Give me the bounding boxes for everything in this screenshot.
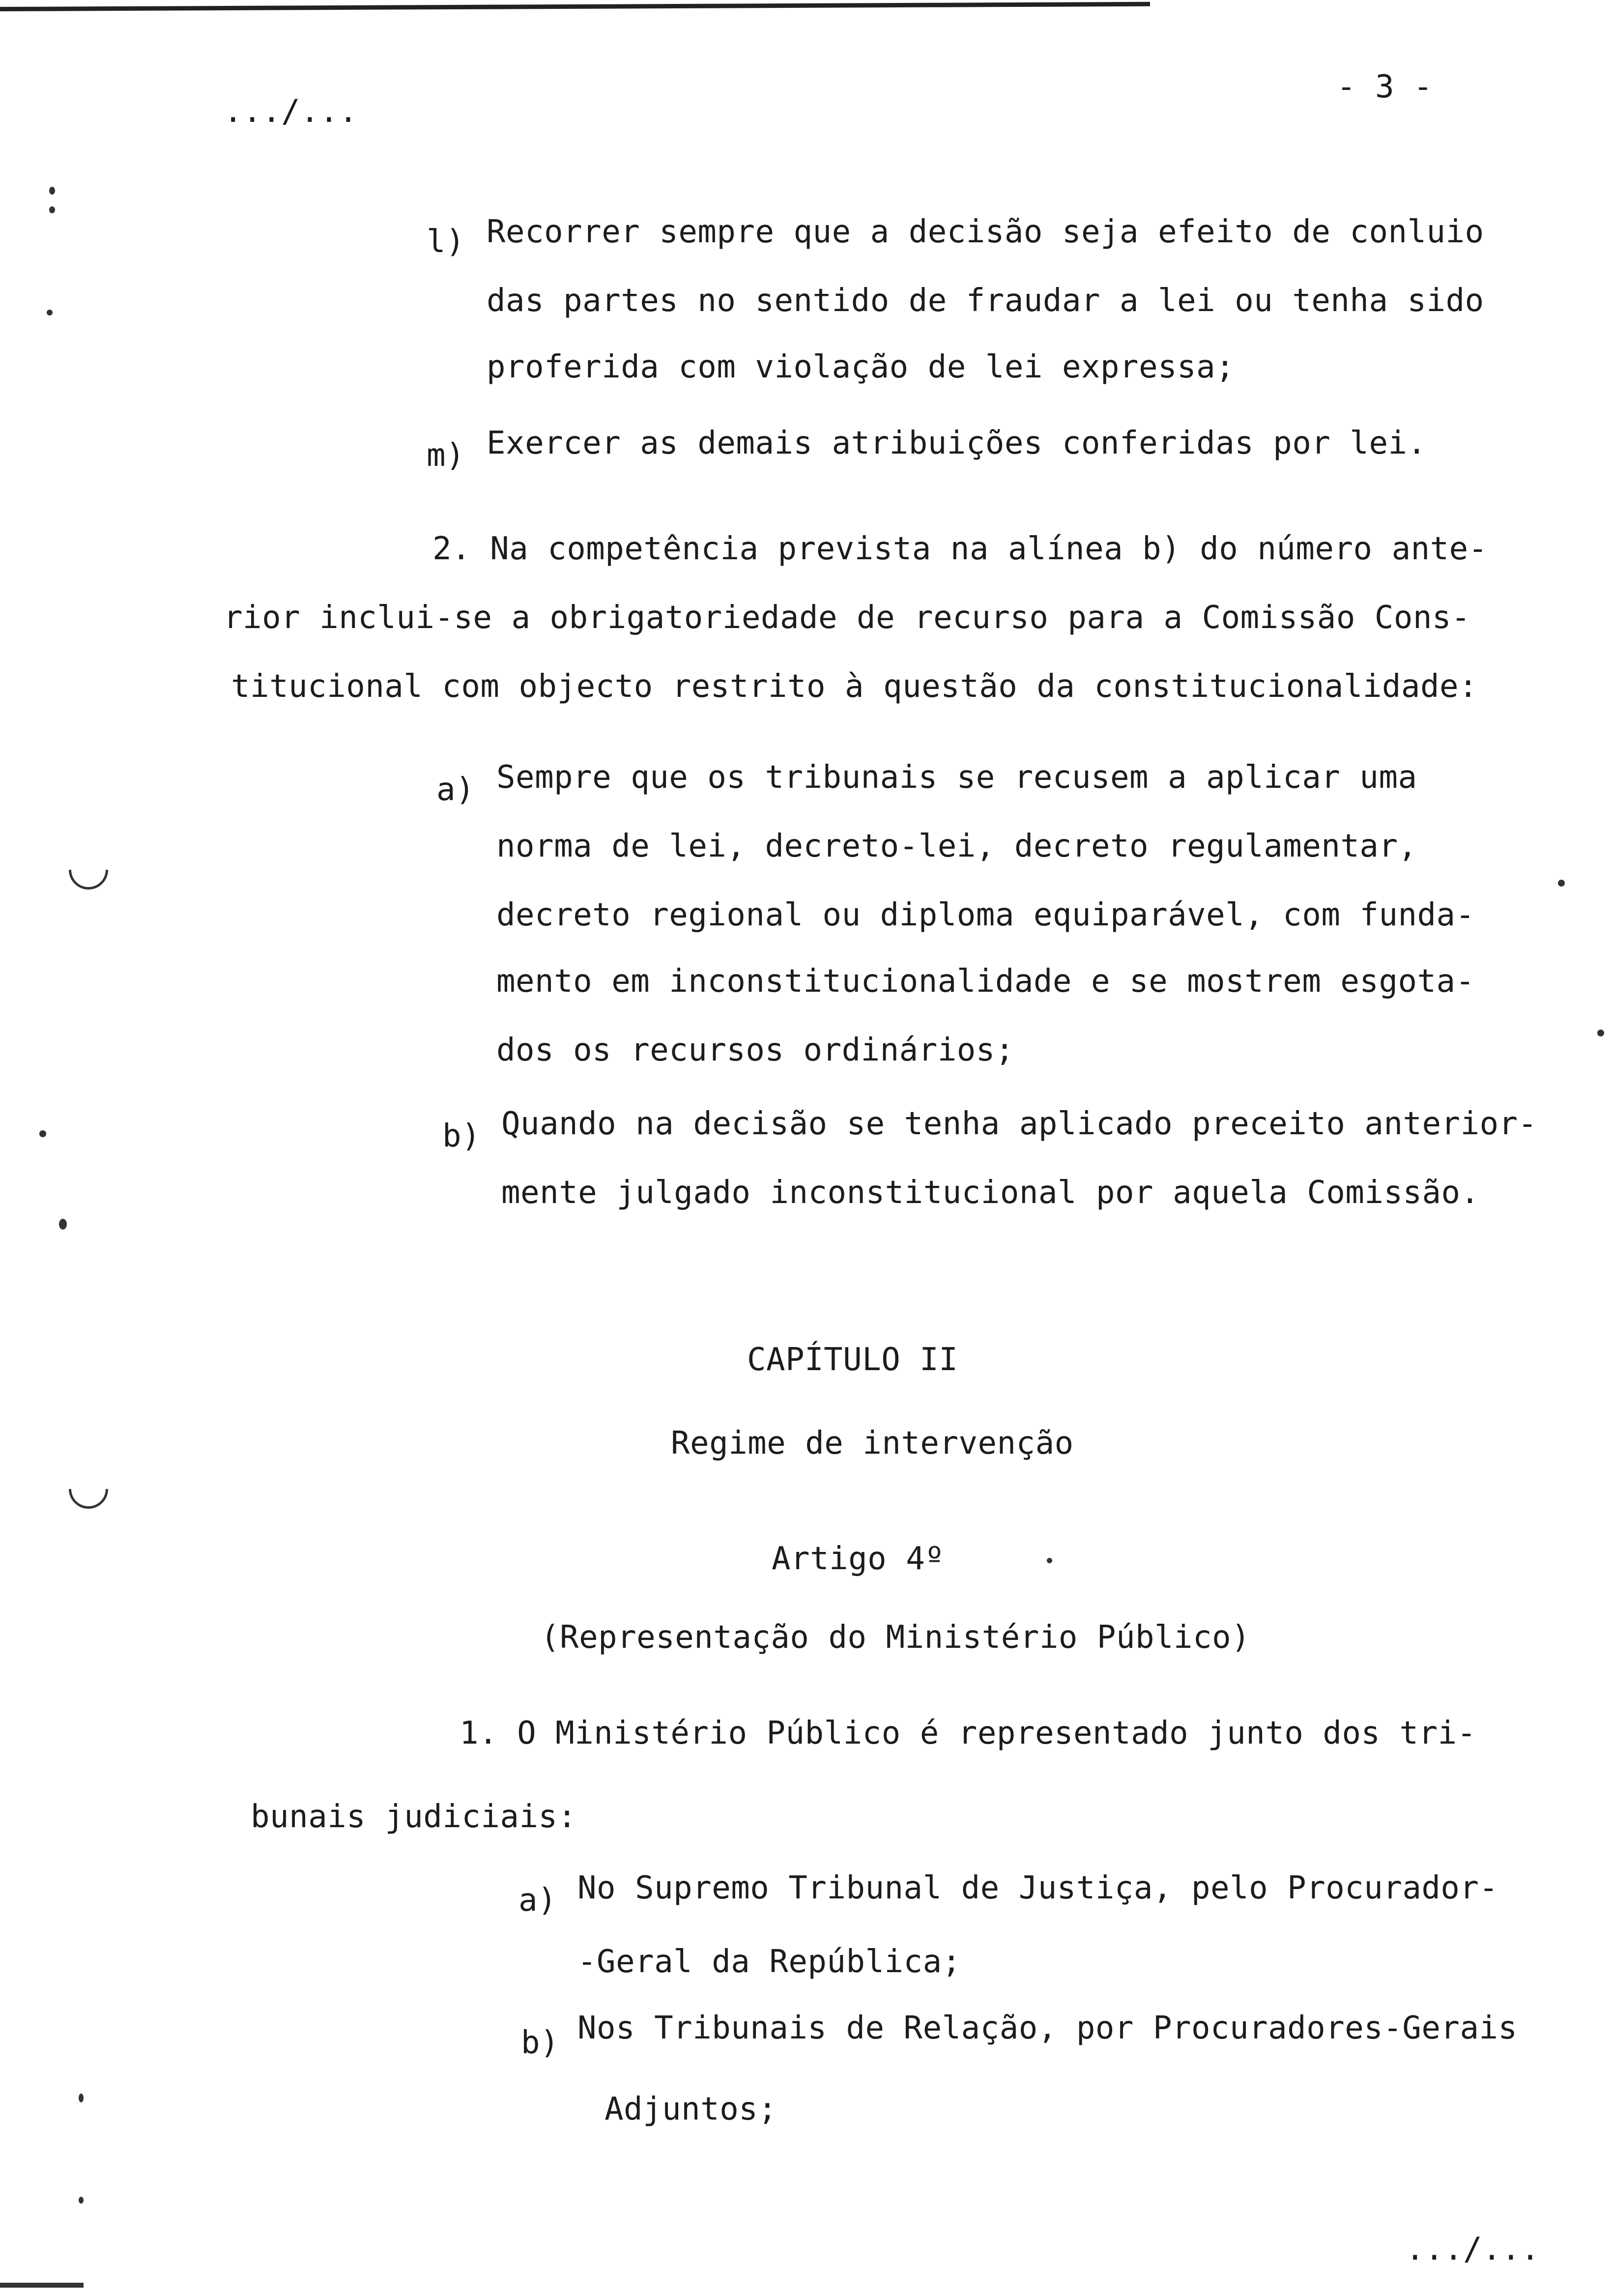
page-number: - 3 - bbox=[1337, 69, 1433, 105]
continuation-bottom: .../... bbox=[1406, 2231, 1540, 2267]
para2-a-line-2: norma de lei, decreto-lei, decreto regulamentar, bbox=[496, 828, 1417, 864]
scan-speck bbox=[49, 187, 55, 195]
para2-a-line-5: dos os recursos ordinários; bbox=[496, 1032, 1014, 1068]
chapter-title: Regime de intervenção bbox=[671, 1425, 1074, 1462]
item-l-line-3: proferida com violação de lei expressa; bbox=[487, 349, 1235, 385]
para2-a-line-1: Sempre que os tribunais se recusem a aplicar uma bbox=[496, 759, 1417, 796]
article-p1-line-2: bunais judiciais: bbox=[251, 1799, 577, 1835]
para2-b-label: b) bbox=[442, 1118, 481, 1154]
item-l-label: l) bbox=[427, 224, 465, 260]
bottom-rule bbox=[0, 2283, 84, 2288]
article-a-line-1: No Supremo Tribunal de Justiça, pelo Procurador- bbox=[577, 1870, 1498, 1906]
item-m-text: Exercer as demais atribuições conferidas por lei. bbox=[487, 425, 1427, 461]
scan-speck bbox=[59, 1219, 67, 1230]
scan-speck bbox=[49, 206, 55, 213]
punch-hole-mark bbox=[60, 1461, 116, 1517]
para2-b-line-1: Quando na decisão se tenha aplicado preceito anterior- bbox=[501, 1106, 1537, 1142]
article-a-line-2: -Geral da República; bbox=[577, 1944, 961, 1980]
scan-speck bbox=[1047, 1558, 1052, 1563]
para2-line-2: rior inclui-se a obrigatoriedade de recurso para a Comissão Cons- bbox=[224, 600, 1471, 636]
item-l-line-1: Recorrer sempre que a decisão seja efeito de conluio bbox=[487, 214, 1484, 250]
punch-hole-mark bbox=[60, 842, 116, 897]
scan-speck bbox=[1597, 1030, 1604, 1036]
scan-speck bbox=[39, 1130, 46, 1137]
continuation-top: .../... bbox=[224, 93, 358, 130]
article-b-line-2: Adjuntos; bbox=[604, 2091, 777, 2127]
top-rule bbox=[0, 2, 1150, 11]
item-l-line-2: das partes no sentido de fraudar a lei ou tenha sido bbox=[487, 283, 1484, 319]
article-heading: Artigo 4º bbox=[772, 1541, 945, 1577]
scan-speck bbox=[79, 2094, 84, 2102]
article-b-label: b) bbox=[521, 2025, 560, 2061]
scan-speck bbox=[79, 2197, 84, 2204]
para2-a-line-3: decreto regional ou diploma equiparável, com funda- bbox=[496, 897, 1475, 933]
article-a-label: a) bbox=[518, 1882, 557, 1919]
article-p1-line-1: 1. O Ministério Público é representado junto dos tri- bbox=[460, 1715, 1476, 1751]
chapter-heading: CAPÍTULO II bbox=[747, 1342, 958, 1378]
para2-a-line-4: mento em inconstitucionalidade e se mostrem esgota- bbox=[496, 963, 1475, 1000]
item-m-label: m) bbox=[427, 437, 465, 474]
para2-b-line-2: mente julgado inconstitucional por aquela Comissão. bbox=[501, 1175, 1480, 1211]
scan-speck bbox=[1558, 880, 1565, 887]
para2-a-label: a) bbox=[436, 772, 475, 808]
article-b-line-1: Nos Tribunais de Relação, por Procuradores-Gerais bbox=[577, 2010, 1518, 2046]
para2-line-3: titucional com objecto restrito à questão da constitucionalidade: bbox=[231, 668, 1478, 705]
scan-speck bbox=[47, 310, 53, 316]
article-subtitle: (Representação do Ministério Público) bbox=[541, 1619, 1251, 1656]
para2-line-1: 2. Na competência prevista na alínea b) do número ante- bbox=[432, 531, 1488, 567]
